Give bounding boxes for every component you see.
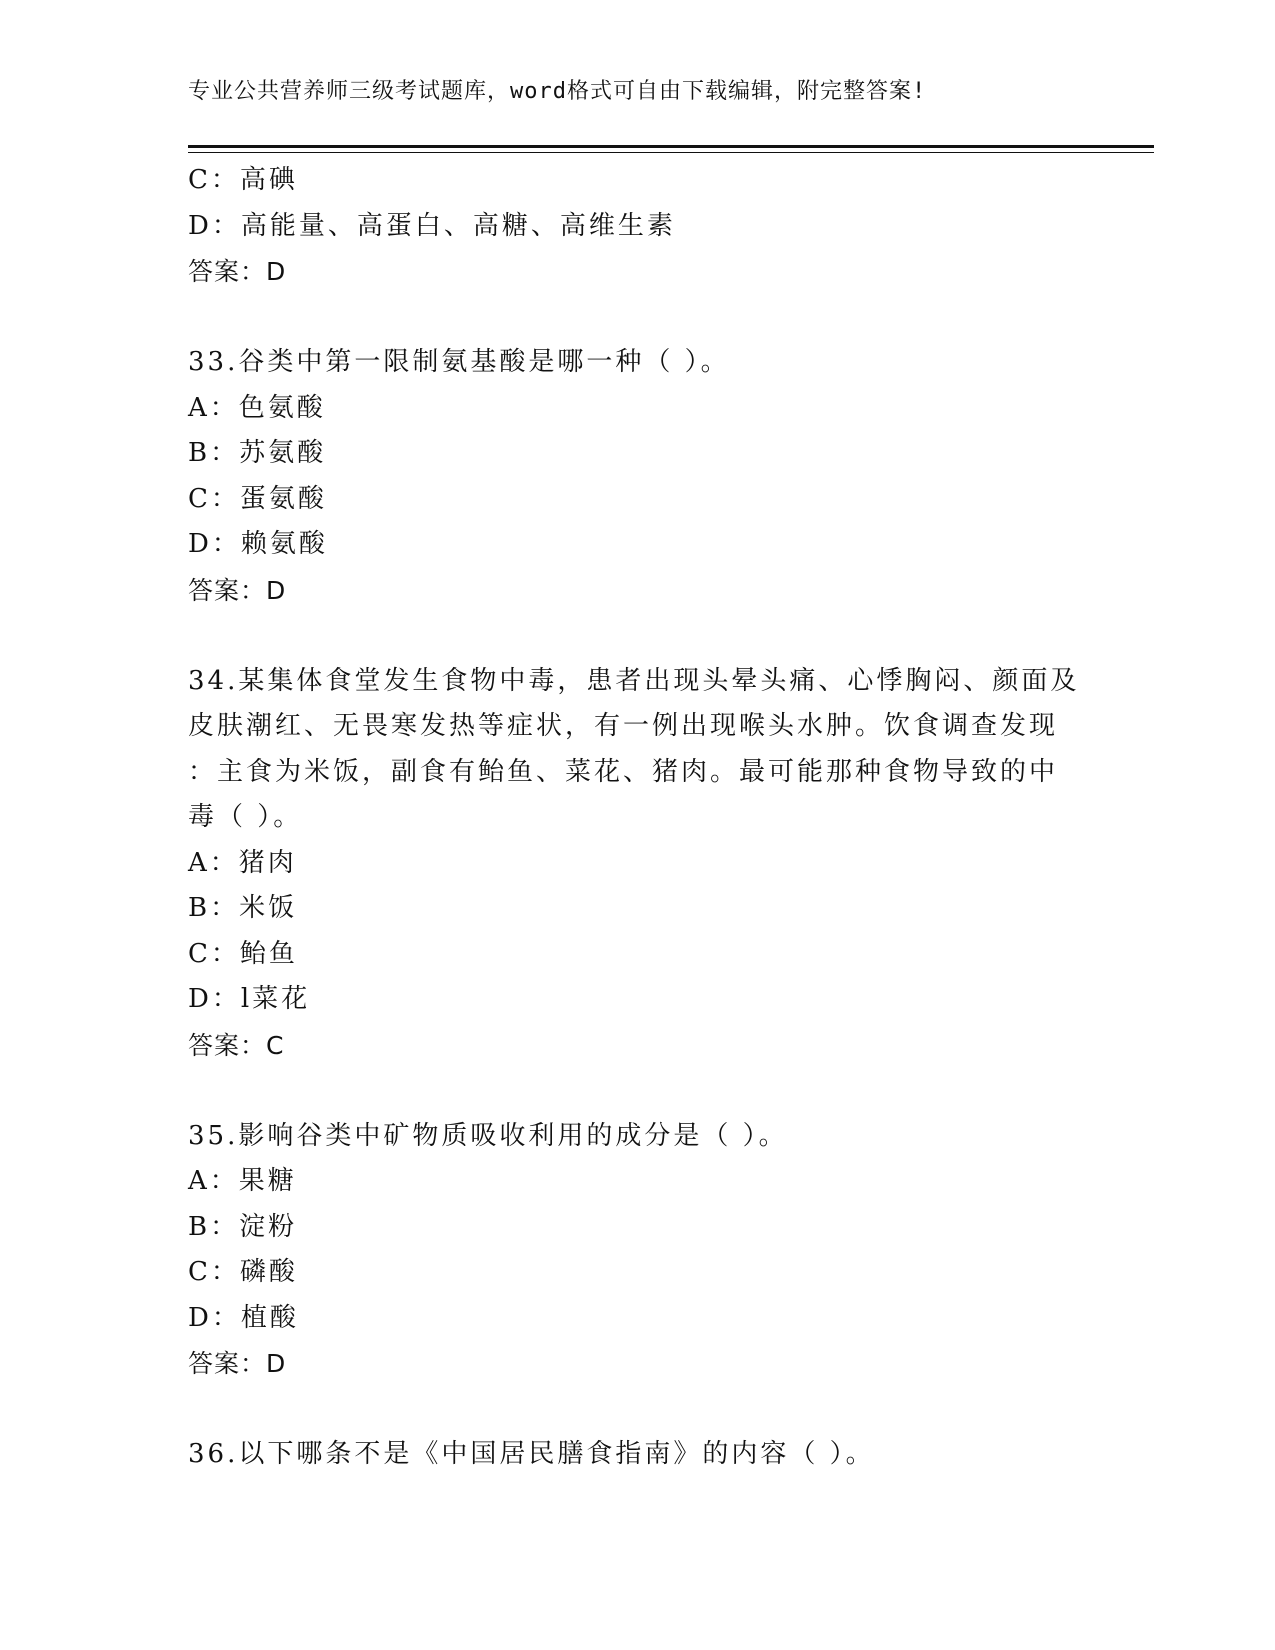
- option-b: B：米饭: [188, 893, 298, 923]
- question-34-stem: [188, 659, 1088, 841]
- answer-line: 答案：D: [188, 575, 287, 605]
- option-d: D：高能量、高蛋白、高糖、高维生素: [188, 210, 676, 241]
- question-33-stem: [188, 340, 1088, 386]
- option-a: A：猪肉: [188, 847, 297, 878]
- question-stem-line: ：主食为米饭，副食有鲐鱼、菜花、猪肉。最可能那种食物导致的中: [188, 756, 1059, 787]
- spacer: [188, 1387, 1088, 1433]
- question-stem-line: 34.某集体食堂发生食物中毒，患者出现头晕头痛、心悸胸闷、颜面及: [188, 665, 1080, 696]
- question-35-stem: [188, 1114, 1088, 1160]
- answer-line: 答案：D: [188, 257, 287, 286]
- question-stem-line: 皮肤潮红、无畏寒发热等症状，有一例出现喉头水肿。饮食调查发现: [188, 711, 1059, 741]
- option-a: A：色氨酸: [188, 392, 326, 423]
- question-36-stem: [188, 1432, 1088, 1478]
- option-c: C：磷酸: [188, 1257, 298, 1287]
- option-d: D：赖氨酸: [188, 529, 328, 559]
- question-stem-line: 35.影响谷类中矿物质吸收利用的成分是（ ）。: [188, 1120, 788, 1151]
- option-b: B：苏氨酸: [188, 438, 327, 468]
- answer-line: 答案：D: [188, 1349, 287, 1378]
- option-d: D：l菜花: [188, 984, 311, 1014]
- option-d: D：植酸: [188, 1302, 299, 1333]
- spacer: [188, 1068, 1088, 1114]
- option-c: C：蛋氨酸: [188, 483, 327, 514]
- option-c: C：高碘: [188, 165, 298, 195]
- page-header: 专业公共营养师三级考试题库，word格式可自由下载编辑，附完整答案!: [188, 79, 927, 104]
- header-rule-thick: [188, 145, 1154, 148]
- document-body: [188, 158, 1088, 1478]
- question-stem-line: 36.以下哪条不是《中国居民膳食指南》的内容（ ）。: [188, 1439, 875, 1469]
- header-rule-thin: [188, 152, 1154, 153]
- answer-line: 答案：C: [188, 1030, 285, 1060]
- option-b: B：淀粉: [188, 1211, 298, 1242]
- spacer: [188, 295, 1088, 341]
- spacer: [188, 613, 1088, 659]
- option-a: A：果糖: [188, 1166, 297, 1196]
- question-stem-line: 毒（ ）。: [188, 802, 303, 832]
- option-c: C：鲐鱼: [188, 938, 298, 969]
- question-stem-line: 33.谷类中第一限制氨基酸是哪一种（ ）。: [188, 347, 730, 377]
